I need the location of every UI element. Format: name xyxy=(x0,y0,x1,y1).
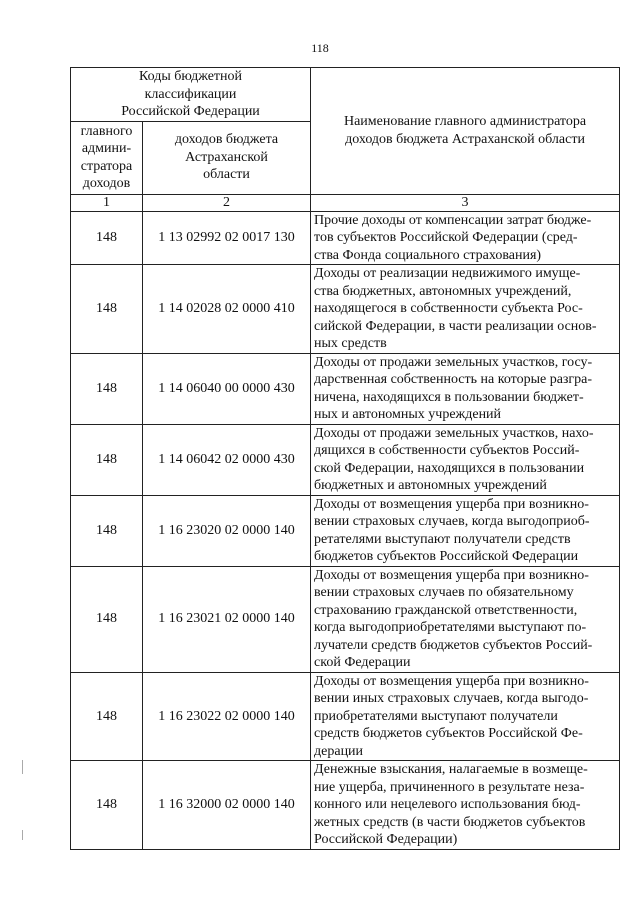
revenue-name-line: Доходы от возмещения ущерба при возникно- xyxy=(314,496,589,512)
revenue-name-line: дящихся в собственности субъектов Россий- xyxy=(314,443,580,458)
table-row xyxy=(71,265,620,354)
revenue-name-line: вении страховых случаев по обязательному xyxy=(314,585,574,600)
revenue-name-line: ных и автономных учреждений xyxy=(314,407,502,422)
revenue-name-line: средств бюджетов субъектов Российской Фе- xyxy=(314,726,583,741)
revenue-name-line: приобретателями выступают получатели xyxy=(314,708,558,724)
column-number: 1 xyxy=(71,194,143,211)
table-row xyxy=(71,566,620,672)
revenue-name-cell xyxy=(311,211,620,265)
revenue-name-line: ской Федерации, находящихся в пользовании xyxy=(314,460,585,476)
table-row xyxy=(71,672,620,761)
budget-code-cell: 1 14 06040 00 0000 430 xyxy=(143,353,311,424)
revenue-name-line: находящегося в собственности субъекта Рос- xyxy=(314,301,583,316)
revenue-name-line: вении страховых случаев, когда выгодоприоб- xyxy=(314,514,590,529)
budget-code-cell: 1 14 02028 02 0000 410 xyxy=(143,265,311,354)
header-admin-code: главного админи-стратора доходов xyxy=(71,121,143,194)
table-row xyxy=(71,353,620,424)
revenue-name-line: ства Фонда социального страхования) xyxy=(314,247,542,263)
table-row xyxy=(71,424,620,495)
header-group-codes: Коды бюджетной классификации Российской Федерации xyxy=(71,68,311,122)
revenue-name-line: Доходы от продажи земельных участков, госу- xyxy=(314,354,593,370)
revenue-name-line: жетных средств (в части бюджетов субъектов xyxy=(314,814,586,830)
admin-code-cell: 148 xyxy=(71,761,143,850)
revenue-name-line: ства бюджетных, автономных учреждений, xyxy=(314,283,572,299)
revenue-name-line: конного или нецелевого использования бюд- xyxy=(314,797,581,812)
admin-code-cell: 148 xyxy=(71,495,143,566)
header-admin-name: Наименование главного администратора доходов бюджета Астраханской области xyxy=(311,68,620,195)
revenue-name-line: дерации xyxy=(314,743,364,759)
revenue-name-cell xyxy=(311,265,620,354)
admin-code-cell: 148 xyxy=(71,265,143,354)
revenue-name-line: страхованию гражданской ответственности, xyxy=(314,602,578,618)
admin-code-cell: 148 xyxy=(71,424,143,495)
revenue-name-line: Прочие доходы от компенсации затрат бюдже- xyxy=(314,212,592,228)
page-number: 118 xyxy=(311,41,329,55)
revenue-name-line: ретателями выступают получатели средств xyxy=(314,531,571,547)
revenue-name-line: дарственная собственность на которые разгра- xyxy=(314,372,593,387)
admin-code-cell: 148 xyxy=(71,672,143,761)
column-number: 3 xyxy=(311,194,620,211)
revenue-name-line: бюджетов субъектов Российской Федерации xyxy=(314,549,579,564)
revenue-name-cell xyxy=(311,672,620,761)
table-row xyxy=(71,495,620,566)
revenue-name-line: ской Федерации xyxy=(314,655,411,670)
revenue-name-line: бюджетных и автономных учреждений xyxy=(314,478,547,493)
revenue-name-cell xyxy=(311,353,620,424)
budget-code-cell: 1 16 23022 02 0000 140 xyxy=(143,672,311,761)
admin-code-cell: 148 xyxy=(71,353,143,424)
revenue-name-cell xyxy=(311,761,620,850)
budget-code-cell: 1 16 23021 02 0000 140 xyxy=(143,566,311,672)
budget-codes-table xyxy=(70,67,620,850)
revenue-name-line: лучатели средств бюджетов субъектов Россий- xyxy=(314,637,593,653)
revenue-name-cell xyxy=(311,424,620,495)
revenue-name-line: тов субъектов Российской Федерации (сред- xyxy=(314,230,578,245)
scan-mark xyxy=(22,760,23,774)
admin-code-cell: 148 xyxy=(71,566,143,672)
revenue-name-line: когда выгодоприобретателями выступают по- xyxy=(314,620,587,635)
budget-code-cell: 1 14 06042 02 0000 430 xyxy=(143,424,311,495)
revenue-name-line: вении иных страховых случаев, когда выгодо- xyxy=(314,691,589,706)
revenue-name-line: Российской Федерации) xyxy=(314,832,458,847)
column-number: 2 xyxy=(143,194,311,211)
table-row xyxy=(71,211,620,265)
revenue-name-line: Доходы от возмещения ущерба при возникно- xyxy=(314,567,589,583)
header-revenue-code: доходов бюджета Астраханской области xyxy=(143,121,311,194)
revenue-name-cell xyxy=(311,495,620,566)
revenue-name-line: Доходы от продажи земельных участков, нахо- xyxy=(314,425,594,441)
budget-code-cell: 1 16 23020 02 0000 140 xyxy=(143,495,311,566)
revenue-name-line: сийской Федерации, в части реализации основ- xyxy=(314,318,597,334)
revenue-name-line: Денежные взыскания, налагаемые в возмеще- xyxy=(314,762,588,777)
revenue-name-line: Доходы от возмещения ущерба при возникно- xyxy=(314,673,589,689)
admin-code-cell: 148 xyxy=(71,211,143,265)
budget-code-cell: 1 16 32000 02 0000 140 xyxy=(143,761,311,850)
revenue-name-cell xyxy=(311,566,620,672)
revenue-name-line: ных средств xyxy=(314,336,387,351)
revenue-name-line: Доходы от реализации недвижимого имуще- xyxy=(314,266,581,281)
scan-mark xyxy=(22,830,23,840)
revenue-name-line: ние ущерба, причиненного в результате неза- xyxy=(314,779,585,795)
revenue-name-line: ничена, находящихся в пользовании бюджет- xyxy=(314,389,584,405)
table-row xyxy=(71,761,620,850)
budget-code-cell: 1 13 02992 02 0017 130 xyxy=(143,211,311,265)
